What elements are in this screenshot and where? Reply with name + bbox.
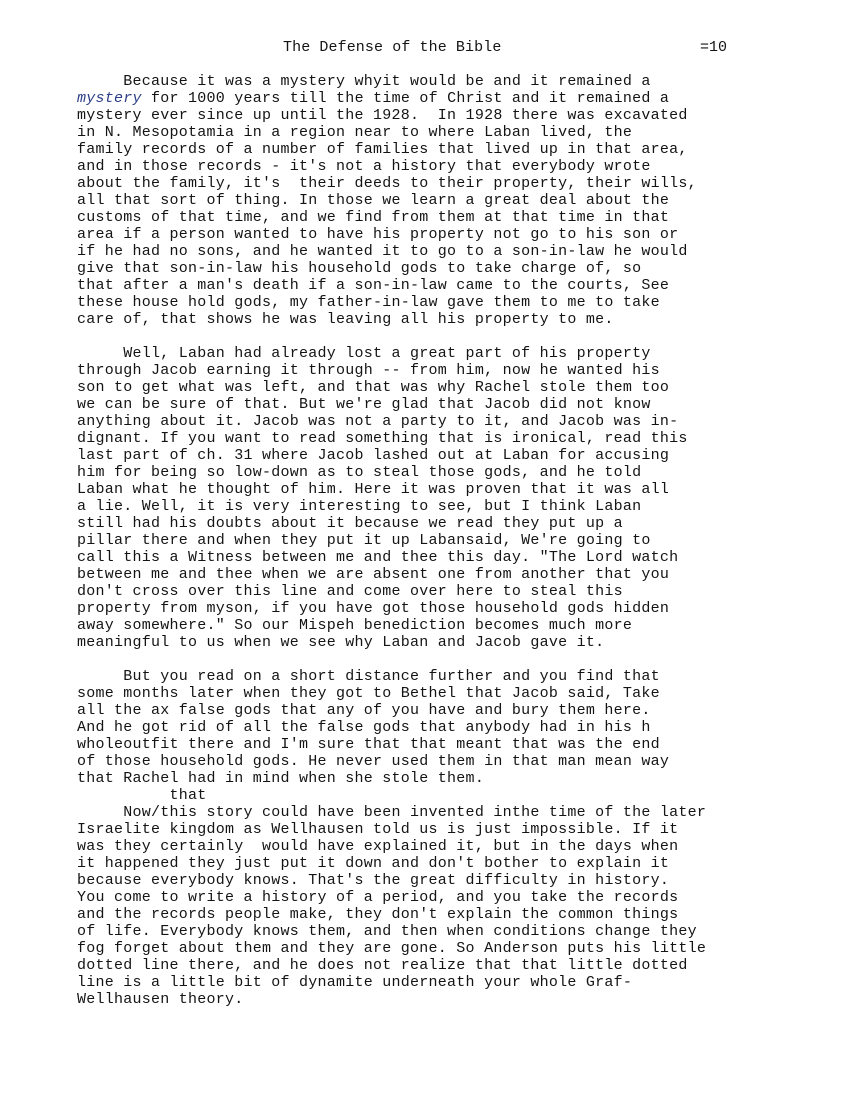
text-line: You come to write a history of a period, and you take the records [77, 889, 679, 906]
text-line: through Jacob earning it through -- from him, now he wanted his [77, 362, 660, 379]
text-line: family records of a number of families that lived up in that area, [77, 141, 688, 158]
text-line: pillar there and when they put it up Labansaid, We're going to [77, 532, 651, 549]
text-line: still had his doubts about it because we read they put up a [77, 515, 623, 532]
text-line: that Rachel had in mind when she stole them. [77, 770, 485, 787]
text-line: we can be sure of that. But we're glad that Jacob did not know [77, 396, 651, 413]
text-line: meaningful to us when we see why Laban and Jacob gave it. [77, 634, 605, 651]
text-line: But you read on a short distance further and you find that [77, 668, 660, 685]
handwritten-correction: mystery [77, 90, 142, 107]
text-line: dignant. If you want to read something that is ironical, read this [77, 430, 688, 447]
text-line: of those household gods. He never used them in that man mean way [77, 753, 670, 770]
text-line: wholeoutfit there and I'm sure that that meant that was the end [77, 736, 660, 753]
text-line: because everybody knows. That's the great difficulty in history. [77, 872, 670, 889]
text-line: fog forget about them and they are gone. So Anderson puts his little [77, 940, 707, 957]
text-line: in N. Mesopotamia in a region near to where Laban lived, the [77, 124, 633, 141]
text-line: of life. Everybody knows them, and then when conditions change they [77, 923, 697, 940]
paragraph-2 [77, 345, 797, 651]
text-line-remainder: for 1000 years till the time of Christ and it remained a [151, 90, 670, 107]
text-line: last part of ch. 31 where Jacob lashed out at Laban for accusing [77, 447, 670, 464]
text-line: care of, that shows he was leaving all his property to me. [77, 311, 614, 328]
paragraph-gap [77, 651, 797, 668]
text-line: some months later when they got to Bethel that Jacob said, Take [77, 685, 660, 702]
text-line: give that son-in-law his household gods to take charge of, so [77, 260, 642, 277]
text-line: away somewhere." So our Mispeh benediction becomes much more [77, 617, 633, 634]
text-line: between me and thee when we are absent one from another that you [77, 566, 670, 583]
text-line: Wellhausen theory. [77, 991, 244, 1008]
text-line: Laban what he thought of him. Here it was proven that it was all [77, 481, 670, 498]
page-number: =10 [700, 39, 728, 56]
text-line: And he got rid of all the false gods that anybody had in his h [77, 719, 651, 736]
text-line: these house hold gods, my father-in-law gave them to me to take [77, 294, 660, 311]
text-line: Well, Laban had already lost a great part of his property [77, 345, 651, 362]
text-line: if he had no sons, and he wanted it to go to a son-in-law he would [77, 243, 688, 260]
text-line: area if a person wanted to have his property not go to his son or [77, 226, 679, 243]
text-line: line is a little bit of dynamite underneath your whole Graf- [77, 974, 633, 991]
text-line: all the ax false gods that any of you have and bury them here. [77, 702, 651, 719]
page-title: The Defense of the Bible [283, 39, 502, 56]
text-line [77, 90, 797, 107]
text-line: and the records people make, they don't explain the common things [77, 906, 679, 923]
text-line: that after a man's death if a son-in-law came to the courts, See [77, 277, 670, 294]
text-line: and in those records - it's not a history that everybody wrote [77, 158, 651, 175]
text-line: it happened they just put it down and don't bother to explain it [77, 855, 670, 872]
text-line: customs of that time, and we find from them at that time in that [77, 209, 670, 226]
text-line: was they certainly would have explained it, but in the days when [77, 838, 679, 855]
text-line: all that sort of thing. In those we learn a great deal about the [77, 192, 670, 209]
text-line: dotted line there, and he does not realize that that little dotted [77, 957, 688, 974]
text-line: Now/this story could have been invented inthe time of the later [77, 804, 707, 821]
text-line: mystery ever since up until the 1928. In 1928 there was excavated [77, 107, 688, 124]
text-line: anything about it. Jacob was not a party to it, and Jacob was in- [77, 413, 679, 430]
text-line: property from myson, if you have got those household gods hidden [77, 600, 670, 617]
text-line: son to get what was left, and that was why Rachel stole them too [77, 379, 670, 396]
text-line: him for being so low-down as to steal those gods, and he told [77, 464, 642, 481]
text-line: about the family, it's their deeds to their property, their wills, [77, 175, 697, 192]
text-line: call this a Witness between me and thee this day. "The Lord watch [77, 549, 679, 566]
text-line: a lie. Well, it is very interesting to see, but I think Laban [77, 498, 642, 515]
paragraph-gap [77, 328, 797, 345]
text-line: that [77, 787, 207, 804]
paragraph-3 [77, 668, 797, 1008]
body-text [77, 73, 797, 1008]
paragraph-1 [77, 73, 797, 328]
text-line: Israelite kingdom as Wellhausen told us is just impossible. If it [77, 821, 679, 838]
text-line: don't cross over this line and come over here to steal this [77, 583, 623, 600]
text-line: Because it was a mystery whyit would be and it remained a [77, 73, 651, 90]
